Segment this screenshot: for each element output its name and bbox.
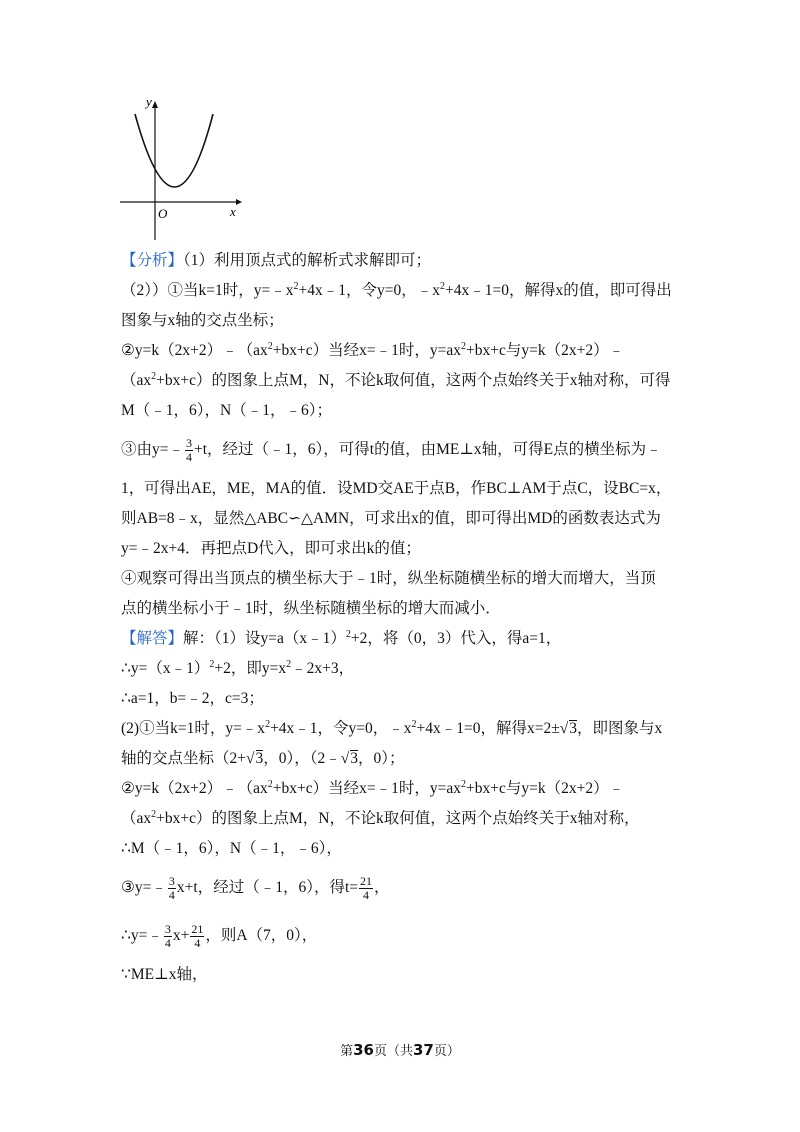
page-number: 36	[353, 1041, 374, 1059]
analysis-line-2: （2））①当k=1时，$y=﹣x^2+4x﹣1$，令y=0，$﹣x^2+4x﹣1=0$，解得x的值，即可得出	[121, 281, 672, 299]
solution-line-2: ∴y=（x﹣1）$^2$+2，即$y=x^2﹣2x+3$，	[121, 659, 355, 677]
y-axis-label: y	[146, 94, 152, 109]
fraction-3-4: $\frac{3}{4}$	[186, 435, 192, 464]
analysis-line-5: $(ax^2+bx+c)$的图象上点M，N，不论k取何值，这两个点始终关于x轴对称，可得	[121, 371, 671, 389]
page-footer: 第36页（共37页）	[340, 1041, 460, 1059]
solution-text	[121, 246, 681, 990]
solution-line-11: ∵ME⊥x轴，	[121, 966, 208, 983]
analysis-line-4: $②y=k(2x+2)﹣(ax^2+bx+c)$当经x=﹣1时，$y=ax^2+bx+c$与y=k（2x+2）﹣	[121, 341, 625, 359]
solution-line-7: $(ax^2+bx+c)$的图象上点M，N，不论k取何值，这两个点始终关于x轴对称，	[121, 809, 640, 827]
analysis-line-12: 点的横坐标小于﹣1时，纵坐标随横坐标的增大而减小．	[121, 600, 501, 617]
solution-line-10: ∴y=﹣ $\frac{3}{4}$ x+ $\frac{21}{4}$ ，则A（7，0），	[121, 921, 318, 950]
analysis-line-7: ③由y=﹣ $\frac{3}{4}$ +t，经过（﹣1，6），可得t的值，由ME⊥x轴，可得E点的横坐标为﹣	[121, 435, 662, 464]
solution-line-9: ③y=﹣ $\frac{3}{4}$ x+t，经过（﹣1，6），得t= $\frac{21}{4}$ ，	[121, 873, 390, 902]
analysis-line-9: 则AB=8﹣x，显然△ABC∽△AMN，可求出x的值，即可得出MD的函数表达式为	[121, 510, 661, 527]
solution-line-5: 轴的交点坐标（2+√3，0），（2﹣√3，0）；	[121, 750, 405, 767]
x-axis-arrow	[236, 199, 242, 205]
solution-line-4: (2)①当k=1时，$y=﹣x^2+4x﹣1$，令y=0，$﹣x^2+4x﹣1=0$，解得x=2±√3，即图象与x	[121, 719, 663, 737]
solution-tag: 【解答】	[121, 630, 184, 647]
y-axis-arrow	[152, 101, 158, 108]
analysis-line-11: ④观察可得出当顶点的横坐标大于﹣1时，纵坐标随横坐标的增大而增大，当顶	[121, 570, 656, 587]
analysis-line-6: M（﹣1，6），N（﹣1，﹣6）；	[121, 402, 332, 419]
solution-line-1: 【解答】解：（1）设y=a（x﹣1）$^2$+2，将（0，3）代入，得a=1，	[121, 629, 562, 647]
analysis-line-1: 【分析】（1）利用顶点式的解析式求解即可；	[121, 252, 432, 269]
solution-line-3: ∴a=1，b=﹣2，c=3；	[121, 690, 264, 707]
solution-line-8: ∴M（﹣1，6），N（﹣1，﹣6），	[121, 840, 342, 857]
analysis-tag: 【分析】	[121, 252, 184, 269]
analysis-line-3: 图象与x轴的交点坐标；	[121, 312, 284, 329]
page-total: 37	[413, 1041, 434, 1059]
analysis-line-10: y=﹣2x+4．再把点D代入，即可求出k的值；	[121, 540, 421, 557]
parabola-graph	[110, 90, 250, 240]
origin-label: O	[158, 206, 168, 221]
parabola-curve	[135, 114, 213, 187]
x-axis-label: x	[230, 204, 236, 219]
solution-line-6: $②y=k(2x+2)﹣(ax^2+bx+c)$当经x=﹣1时，$y=ax^2+bx+c$与y=k（2x+2）﹣	[121, 779, 625, 797]
analysis-line-8: 1，可得出AE，ME，MA的值．设MD交AE于点B，作BC⊥AM于点C，设BC=x，	[121, 480, 672, 497]
